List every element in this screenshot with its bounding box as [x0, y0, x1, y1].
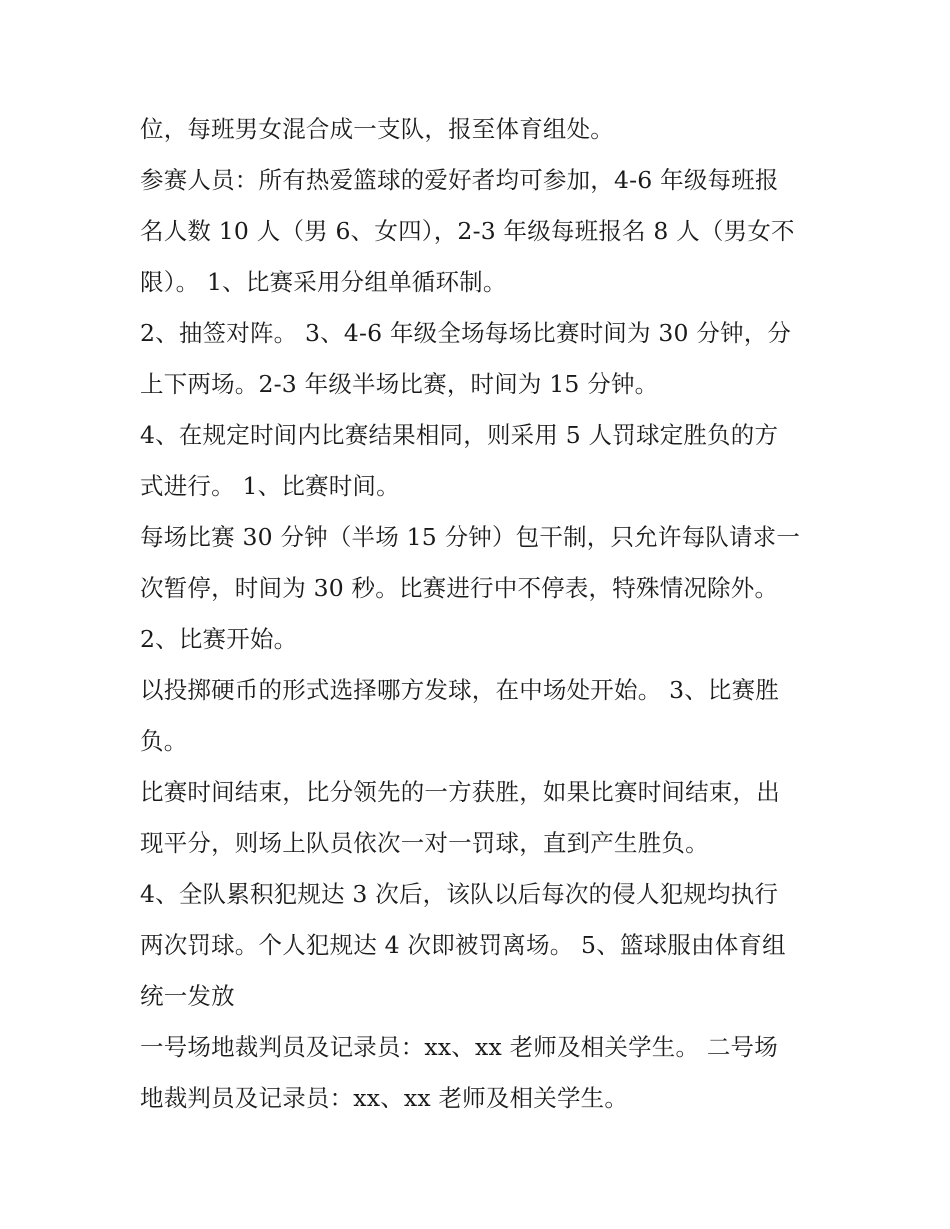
- text-line: 每场比赛 30 分钟（半场 15 分钟）包干制，只允许每队请求一: [140, 523, 801, 551]
- text-line: 名人数 10 人（男 6、女四），2-3 年级每班报名 8 人（男女不: [140, 217, 795, 245]
- text-line: 比赛时间结束，比分领先的一方获胜，如果比赛时间结束，出: [140, 778, 780, 806]
- text-line: 4、全队累积犯规达 3 次后，该队以后每次的侵人犯规均执行: [140, 880, 779, 908]
- text-line: 限）。 1、比赛采用分组单循环制。: [140, 268, 507, 296]
- text-line: 2、抽签对阵。 3、4-6 年级全场每场比赛时间为 30 分钟，分: [140, 319, 792, 347]
- document-body: [140, 104, 820, 1124]
- text-line: 2、比赛开始。: [140, 625, 298, 653]
- text-line: 地裁判员及记录员：xx、xx 老师及相关学生。: [140, 1084, 629, 1112]
- text-line: 参赛人员：所有热爱篮球的爱好者均可参加，4-6 年级每班报: [140, 166, 779, 194]
- text-line: 次暂停，时间为 30 秒。比赛进行中不停表，特殊情况除外。: [140, 574, 779, 602]
- text-line: 两次罚球。个人犯规达 4 次即被罚离场。 5、篮球服由体育组: [140, 931, 786, 959]
- text-line: 以投掷硬币的形式选择哪方发球，在中场处开始。 3、比赛胜: [140, 676, 780, 704]
- text-line: 负。: [140, 727, 188, 755]
- text-line: 现平分，则场上队员依次一对一罚球，直到产生胜负。: [140, 829, 709, 857]
- text-line: 式进行。 1、比赛时间。: [140, 472, 400, 500]
- text-line: 4、在规定时间内比赛结果相同，则采用 5 人罚球定胜负的方: [140, 421, 779, 449]
- text-line: 一号场地裁判员及记录员：xx、xx 老师及相关学生。 二号场: [140, 1033, 778, 1061]
- text-line: 位，每班男女混合成一支队，报至体育组处。: [140, 115, 614, 143]
- text-line: 统一发放: [140, 982, 235, 1010]
- text-line: 上下两场。2-3 年级半场比赛，时间为 15 分钟。: [140, 370, 659, 398]
